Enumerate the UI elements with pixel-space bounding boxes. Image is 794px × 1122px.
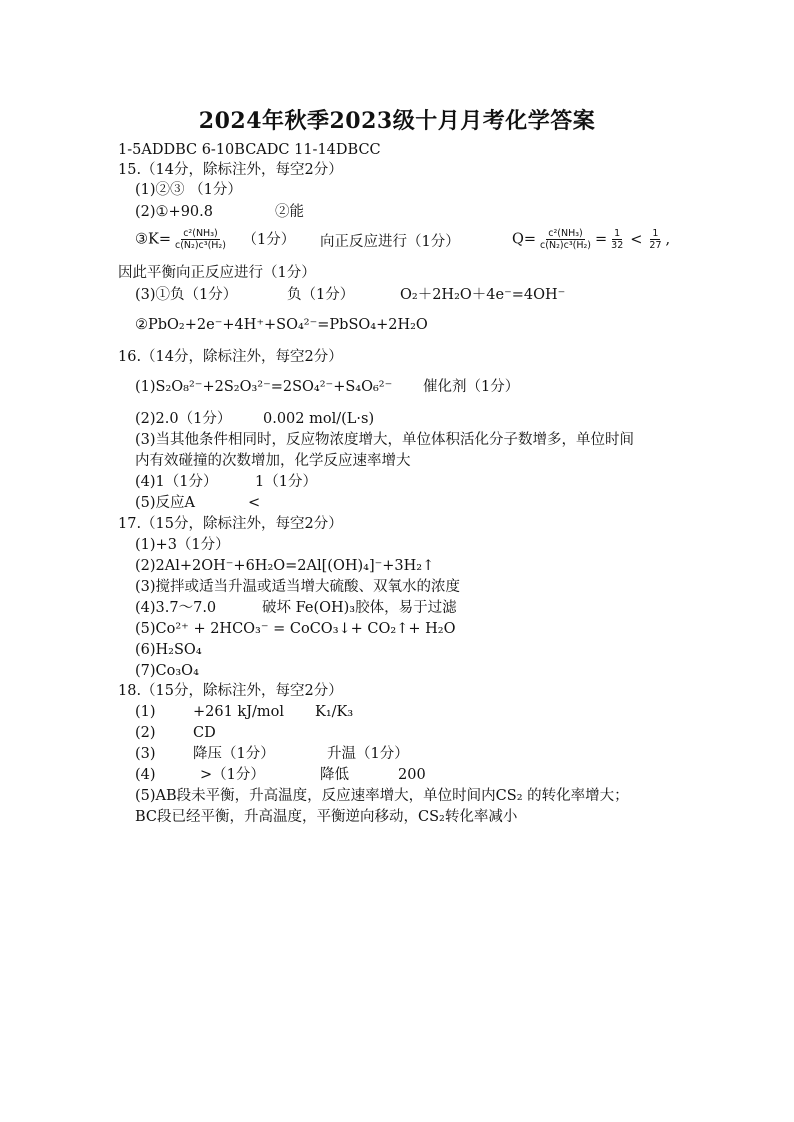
- q-value-1-denominator: 32: [611, 240, 624, 251]
- q16-line-3: (3)当其他条件相同时，反应物浓度增大，单位体积活化分子数增多，单位时间: [135, 432, 635, 448]
- q18-row-1-ratio: K₁/K₃: [315, 704, 354, 720]
- q17-line-1: (1)+3（1分）: [135, 537, 230, 553]
- q18-row-1-num: (1): [135, 704, 156, 720]
- q18-row-3-val2: 升温（1分）: [327, 746, 409, 762]
- q17-line-6: (6)H₂SO₄: [135, 642, 202, 658]
- k-fraction: [173, 228, 228, 251]
- q-value-2-numerator: 1: [652, 228, 659, 239]
- q15-line-4: 因此平衡向正反应进行（1分）: [118, 265, 316, 281]
- q15-line-6: ②PbO₂+2e⁻+4H⁺+SO₄²⁻=PbSO₄+2H₂O: [135, 317, 428, 333]
- q15-direction: 向正反应进行（1分）: [320, 234, 460, 250]
- q15-line-5c: O₂＋2H₂O＋4e⁻=4OH⁻: [400, 287, 566, 303]
- q-value-fraction-2: [647, 228, 663, 251]
- q17-header: 17.（15分，除标注外，每空2分）: [118, 516, 343, 532]
- page-title: 2024年秋季2023级十月月考化学答案: [198, 108, 596, 134]
- q17-line-2: (2)2Al+2OH⁻+6H₂O=2Al[(OH)₄]⁻+3H₂↑: [135, 558, 435, 574]
- k-fraction-denominator: c(N₂)c³(H₂): [174, 240, 226, 251]
- q-fraction-numerator: c²(NH₃): [548, 228, 583, 239]
- k-expression-prefix: ③K=: [135, 231, 171, 248]
- q-end-comma: ,: [665, 231, 671, 248]
- q18-row-1-val: +261 kJ/mol: [193, 704, 285, 720]
- q16-line-6a: (5)反应A: [135, 495, 196, 511]
- q-expression: [512, 228, 670, 251]
- q15-line-5a: (3)①负（1分）: [135, 287, 238, 303]
- q16-line-6b: <: [248, 495, 261, 511]
- q16-line-5a: (4)1（1分）: [135, 474, 218, 490]
- q18-row-3-val: 降压（1分）: [193, 746, 275, 762]
- q18-row-4-val: >（1分）: [200, 767, 265, 783]
- q-value-1-numerator: 1: [614, 228, 621, 239]
- q18-row-2-val: CD: [193, 725, 216, 741]
- q15-line-3: [135, 228, 295, 251]
- q17-line-4b: 破坏 Fe(OH)₃胶体，易于过滤: [262, 600, 457, 616]
- q16-line-1b: 催化剂（1分）: [423, 379, 520, 395]
- q15-line-5b: 负（1分）: [287, 287, 355, 303]
- k-fraction-numerator: c²(NH₃): [183, 228, 218, 239]
- q16-line-4: 内有效碰撞的次数增加，化学反应速率增大: [135, 453, 411, 469]
- q17-line-5: (5)Co²⁺ + 2HCO₃⁻ = CoCO₃↓+ CO₂↑+ H₂O: [135, 621, 456, 637]
- q-less-than: <: [630, 231, 643, 248]
- q15-line-2b: ②能: [275, 204, 304, 220]
- q16-header: 16.（14分，除标注外，每空2分）: [118, 349, 343, 365]
- q16-line-1a: (1)S₂O₈²⁻+2S₂O₃²⁻=2SO₄²⁻+S₄O₆²⁻: [135, 379, 393, 395]
- q16-line-5b: 1（1分）: [255, 474, 317, 490]
- choice-answers: 1-5ADDBC 6-10BCADC 11-14DBCC: [118, 142, 381, 158]
- q-value-fraction-1: [609, 228, 625, 251]
- q18-line-6: BC段已经平衡，升高温度，平衡逆向移动，CS₂转化率减小: [135, 809, 518, 825]
- q15-line-1: (1)②③ （1分）: [135, 182, 242, 198]
- q-value-2-denominator: 27: [649, 240, 662, 251]
- q18-line-5: (5)AB段未平衡，升高温度，反应速率增大，单位时间内CS₂ 的转化率增大；: [135, 788, 629, 804]
- q16-line-2b: 0.002 mol/(L·s): [263, 411, 375, 427]
- q-fraction-denominator: c(N₂)c³(H₂): [540, 240, 591, 251]
- q18-row-4-val3: 200: [398, 767, 426, 783]
- q18-row-4-num: (4): [135, 767, 156, 783]
- q-prefix: Q=: [512, 231, 537, 248]
- q17-line-3: (3)搅拌或适当升温或适当增大硫酸、双氧水的浓度: [135, 579, 461, 595]
- q17-line-7: (7)Co₃O₄: [135, 663, 199, 679]
- q18-header: 18.（15分，除标注外，每空2分）: [118, 683, 343, 699]
- q18-row-4-val2: 降低: [320, 767, 349, 783]
- q15-line-2a: (2)①+90.8: [135, 204, 213, 220]
- q15-header: 15.（14分，除标注外，每空2分）: [118, 162, 343, 178]
- k-mark: （1分）: [242, 231, 296, 248]
- q-fraction: [538, 228, 593, 251]
- q18-row-2-num: (2): [135, 725, 156, 741]
- q16-line-2a: (2)2.0（1分）: [135, 411, 232, 427]
- q-equals: =: [595, 231, 608, 248]
- q17-line-4a: (4)3.7～7.0: [135, 600, 217, 616]
- q18-row-3-num: (3): [135, 746, 156, 762]
